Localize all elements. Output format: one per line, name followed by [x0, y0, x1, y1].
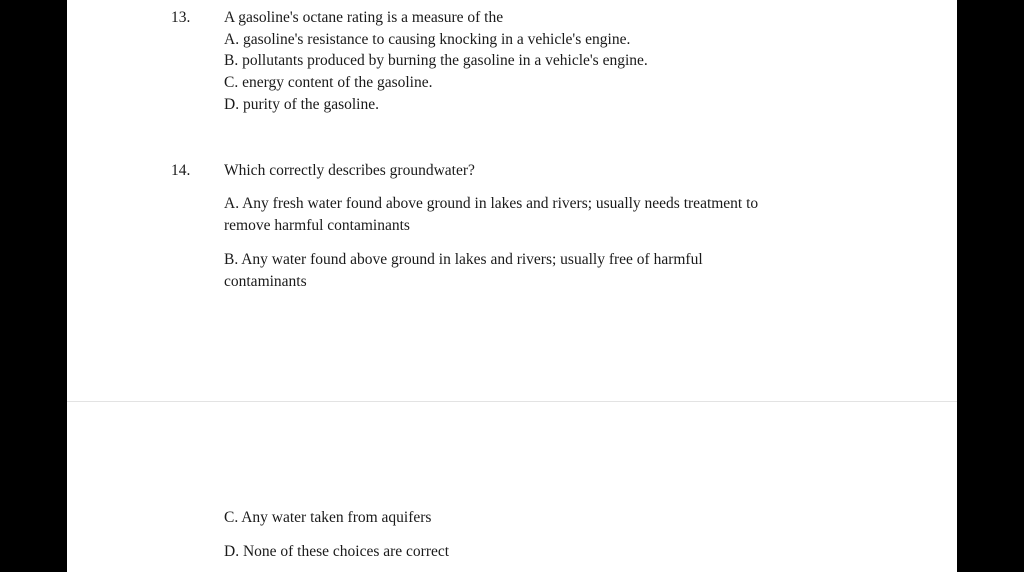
- option-a: A. gasoline's resistance to causing knocking in a vehicle's engine.: [224, 31, 631, 48]
- option-b: B. pollutants produced by burning the gasoline in a vehicle's engine.: [224, 52, 648, 69]
- question-text: Which correctly describes groundwater?: [224, 162, 475, 179]
- option-a-line-1: A. Any fresh water found above ground in lakes and rivers; usually needs treatment to: [224, 195, 759, 212]
- option-b-line-2: contaminants: [224, 273, 307, 290]
- option-b-line-1: B. Any water found above ground in lakes and rivers; usually free of harmful: [224, 251, 703, 268]
- question-number: 14.: [171, 162, 191, 179]
- page-break-divider: [67, 401, 957, 402]
- question-number: 13.: [171, 9, 191, 26]
- option-d: D. purity of the gasoline.: [224, 96, 379, 113]
- question-text: A gasoline's octane rating is a measure of the: [224, 9, 504, 26]
- option-c: C. Any water taken from aquifers: [224, 509, 432, 526]
- option-c: C. energy content of the gasoline.: [224, 74, 433, 91]
- option-d: D. None of these choices are correct: [224, 543, 450, 560]
- option-a-line-2: remove harmful contaminants: [224, 217, 410, 234]
- document-page: [67, 0, 957, 572]
